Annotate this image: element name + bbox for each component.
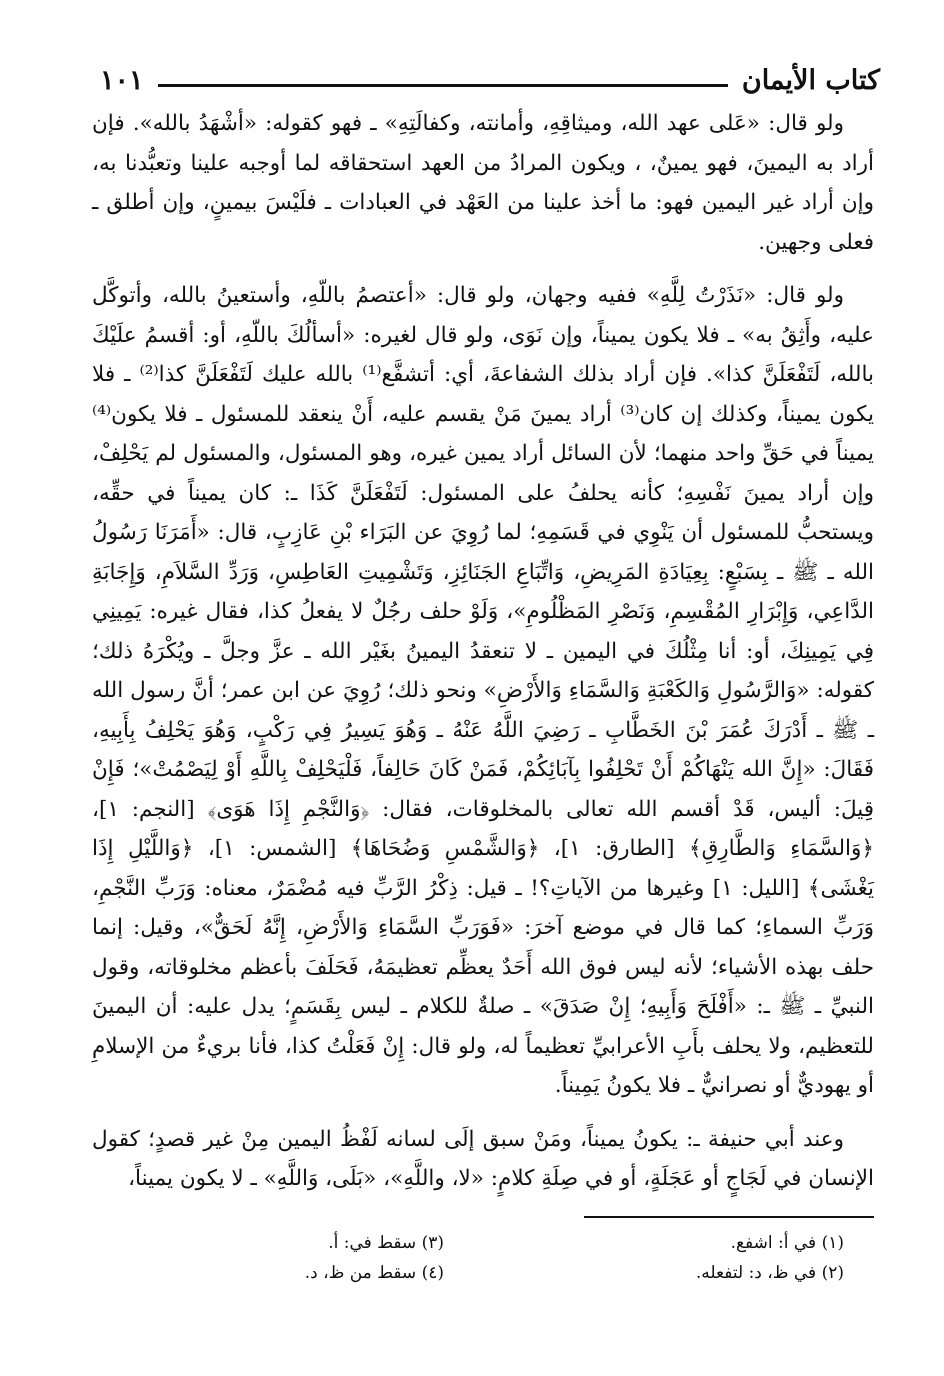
header-rule xyxy=(158,84,728,87)
footnote-separator xyxy=(584,1216,874,1218)
footnote-column-right xyxy=(504,1228,844,1288)
footnote-3: (٣) سقط في: أ. xyxy=(328,1233,444,1253)
footnote-4: (٤) سقط من ظ، د. xyxy=(304,1263,444,1283)
page-number: ١٠١ xyxy=(100,65,144,96)
paragraph-1: ولو قال: «عَلى عهد الله، وميثاقِهِ، وأمانته، وكفالَتِهِ» ـ فهو كقوله: «أشْهَدُ بالله». فإن أراد به اليمينَ، فهو يمينٌ، ، ويكون المرادُ من العهد استحقاقه لما أوجبه علينا وتعبُّدنا به، وإن أراد غير اليمين فهو: ما أخذ علينا من العَهْد في العبادات ـ فلَيْسَ بيمينٍ، وإن أطلق ـ فعلى وجهين. xyxy=(92,111,874,255)
running-title: كتاب الأيمان xyxy=(741,65,880,96)
main-text xyxy=(92,104,874,1213)
footnote-1: (١) في أ: اشفع. xyxy=(730,1233,844,1253)
footnote-column-left xyxy=(104,1228,444,1288)
footnotes xyxy=(92,1228,874,1358)
page-header xyxy=(100,44,880,94)
footnote-2: (٢) في ظ، د: لتفعله. xyxy=(695,1263,844,1283)
paragraph-3: وعند أبي حنيفة ـ: يكونُ يميناً، ومَنْ سبق إلَى لسانه لَفْظُ اليمين مِنْ غير قصدٍ؛ كقول الإنسان في لَجَاجٍ أو عَجَلَةٍ، أو في صِلَةِ كلامٍ: «لا، واللَّهِ»، «بَلَى، وَاللَّهِ» ـ لا يكون يميناً، xyxy=(92,1126,874,1191)
paragraph-2: ولو قال: «نَذَرْتُ لِلَّهِ» ففيه وجهان، ولو قال: «أعتصمُ باللّهِ، وأستعينُ بالله، وأتوكَّل عليه، وأَثِقُ به» ـ فلا يكون يميناً، وإن نَوَى، ولو قال لغيره: «أسألُكَ باللّهِ، أو: أقسمُ علَيْكَ بالله، لَتَفْعَلَنَّ كذا». فإن أراد بذلك الشفاعةَ، أي: أتشفَّع⁽¹⁾ بالله عليك لَتَفْعَلَنَّ كذا⁽²⁾ ـ فلا يكون يميناً، وكذلك إن كان⁽³⁾ أراد يمينَ مَنْ يقسم عليه، أَنْ ينعقد للمسئول ـ فلا يكون⁽⁴⁾ يميناً في حَقِّ واحد منهما؛ لأن السائل أراد يمين غيره، وهو المسئول، والمسئول لم يَحْلِفْ، وإن أراد يمينَ نَفْسِهِ؛ كأنه يحلفُ على المسئول: لَتَفْعَلَنَّ كَذَا ـ: كان يميناً في حقِّه، ويستحبُّ للمسئول أن يَنْوِي في قَسَمِهِ؛ لما رُوِيَ عن البَرَاء بْنِ عَازِبٍ، قال: «أَمَرَنَا رَسُولُ الله ـ ﷺ ـ بِسَبْعٍ: بِعِيَادَةِ المَرِيضِ، وَاتِّبَاعِ الجَنَائِزِ، وَتَشْمِيتِ العَاطِسِ، وَرَدِّ السَّلاَمِ، وَإِجَابَةِ الدَّاعِي، وَإِبْرَارِ المُقْسِمِ، وَنَصْرِ المَظْلُومِ»، وَلَوْ حلف رجُلٌ لا يفعلُ كذا، فقال غيره: يَمِينِي فِي يَمِينِكَ، أو: أنا مِثْلُكَ في اليمين ـ لا تنعقدُ اليمينُ بغَيْر الله ـ عزَّ وجلَّ ـ ويُكْرَهُ ذلك؛ كقوله: «وَالرَّسُولِ وَالكَعْبَةِ وَالسَّمَاءِ وَالأَرْضِ» ونحو ذلك؛ رُوِيَ عن ابن عمر؛ أنَّ رسول الله ـ ﷺ ـ أَدْرَكَ عُمَرَ بْنَ الخَطَّابِ ـ رَضِيَ اللَّهُ عَنْهُ ـ وَهُوَ يَسِيرُ فِي رَكْبٍ، وَهُوَ يَحْلِفُ بِأَبِيهِ، فَقَالَ: «إِنَّ الله يَنْهَاكُمْ أَنْ تَحْلِفُوا بِآبَائِكُمْ، فَمَنْ كَانَ حَالِفاً، فَلْيَحْلِفْ بِاللَّهِ أَوْ لِيَصْمُتْ»؛ فَإِنْ قِيلَ: أليس، قَدْ أقسم الله تعالى بالمخلوقات، فقال: ﴿وَالنَّجْمِ إِذَا هَوَى﴾ [النجم: ١]، ﴿وَالسَّمَاءِ وَالطَّارِقِ﴾ [الطارق: ١]، ﴿وَالشَّمْسِ وَضُحَاهَا﴾ [الشمس: ١]، ﴿وَاللَّيْلِ إِذَا يَغْشَى﴾ [الليل: ١] وغيرها من الآياتِ؟! ـ قيل: ذِكْرُ الرَّبِّ فيه مُضْمَرٌ، معناه: وَرَبِّ النَّجْمِ، وَرَبِّ السماءِ؛ كما قال في موضع آخرَ: «فَوَرَبِّ السَّمَاءِ وَالأَرْضِ، إِنَّهُ لَحَقٌّ»، وقيل: إنما حلف بهذه الأشياء؛ لأنه ليس فوق الله أَحَدٌ يعظِّم تعظيمَهُ، فَحَلَفَ بأعظم مخلوقاته، وقول النبيِّ ـ ﷺ ـ: «أَفْلَحَ وَأَبِيهِ؛ إِنْ صَدَقَ» ـ صلةٌ للكلام ـ ليس بِقَسَمٍ؛ يدل عليه: أن اليمينَ للتعظيم، ولا يحلف بأَبِ الأعرابيِّ تعظيماً له، ولو قال: إِنْ فَعَلْتُ كذا، فأنا بريءٌ من الإسلامِ أو يهوديٌّ أو نصرانيٌّ ـ فلا يكونُ يَمِيناً. xyxy=(92,283,875,1098)
